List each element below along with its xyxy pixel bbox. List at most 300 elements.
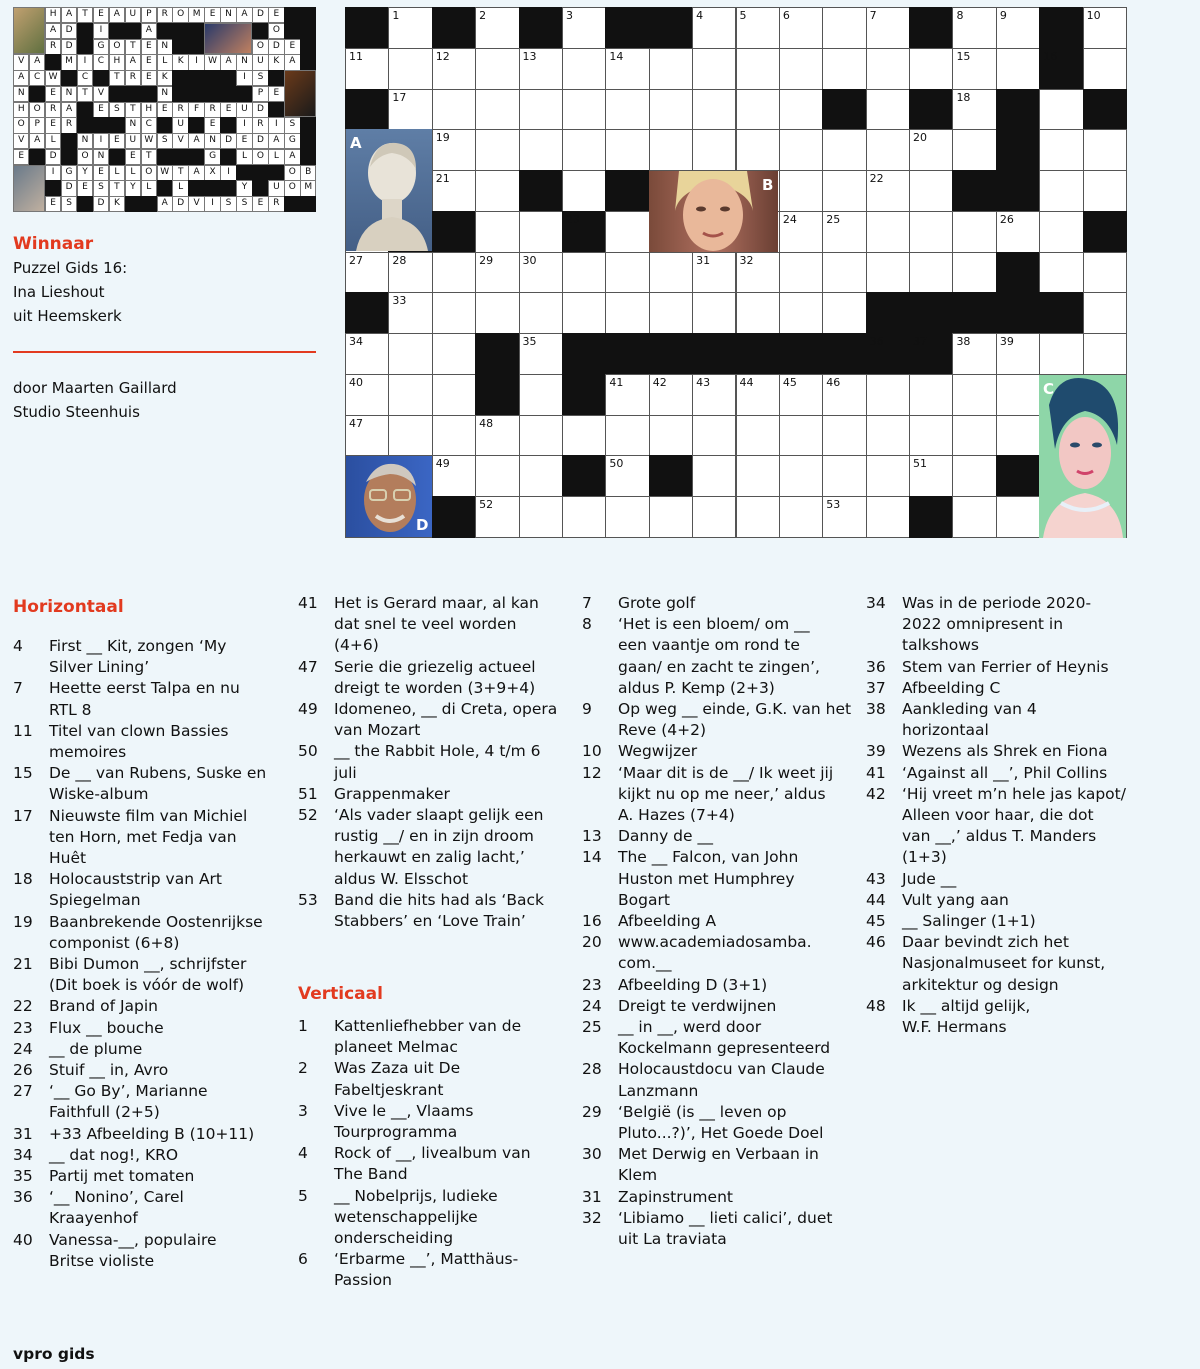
cell-number: 20 — [913, 131, 928, 145]
cell-number: 47 — [349, 416, 363, 430]
grid-cell[interactable] — [388, 89, 432, 131]
grid-cell[interactable] — [952, 89, 996, 131]
grid-cell[interactable] — [866, 89, 910, 131]
solution-cell: N — [93, 149, 109, 165]
solution-cell — [268, 102, 284, 118]
solution-cell — [204, 180, 220, 196]
grid-cell[interactable] — [605, 374, 649, 416]
grid-cell[interactable] — [519, 496, 563, 538]
grid-cell[interactable] — [649, 374, 693, 416]
pop-art-portrait-icon — [1039, 375, 1126, 538]
grid-cell[interactable] — [822, 7, 866, 49]
solution-cell: A — [284, 54, 300, 70]
clue-line: Danny de __ — [618, 827, 713, 846]
grid-cell[interactable] — [345, 48, 389, 90]
clue-text — [902, 657, 1109, 678]
grid-cell[interactable] — [779, 496, 823, 538]
grid-cell[interactable] — [736, 7, 780, 49]
grid-cell[interactable] — [388, 292, 432, 334]
grid-cell[interactable] — [562, 7, 606, 49]
solution-cell — [157, 117, 173, 133]
grid-cell[interactable] — [996, 374, 1040, 416]
clue-line: Heette eerst Talpa en nu — [49, 679, 240, 698]
grid-cell[interactable] — [736, 48, 780, 90]
grid-cell[interactable] — [779, 211, 823, 253]
clue-number: 7 — [582, 594, 592, 612]
clue-line: __ in __, werd door — [618, 1018, 762, 1036]
grid-cell[interactable] — [1083, 333, 1127, 375]
clue-line: talkshows — [902, 636, 979, 655]
grid-cell[interactable] — [952, 455, 996, 497]
solution-cell — [109, 23, 125, 39]
grid-cell[interactable] — [432, 455, 476, 497]
grid-cell[interactable] — [1083, 170, 1127, 212]
solution-cell: U — [125, 7, 141, 23]
cell-number: 13 — [522, 49, 537, 63]
block-cell — [692, 333, 736, 375]
clue-line: Partij met tomaten — [49, 1167, 195, 1185]
grid-cell[interactable] — [388, 252, 432, 294]
solution-cell: E — [77, 180, 93, 196]
grid-cell[interactable] — [822, 170, 866, 212]
grid-cell[interactable] — [909, 211, 953, 253]
grid-cell[interactable] — [952, 496, 996, 538]
grid-cell[interactable] — [1039, 129, 1083, 171]
solution-cell: S — [284, 117, 300, 133]
grid-cell[interactable] — [519, 374, 563, 416]
grid-cell[interactable] — [996, 496, 1040, 538]
block-cell — [605, 170, 649, 212]
solution-cell: D — [61, 23, 77, 39]
grid-cell[interactable] — [736, 292, 780, 334]
clue-text — [49, 1145, 178, 1166]
solution-cell — [125, 86, 141, 102]
grid-cell[interactable] — [692, 48, 736, 90]
solution-photo-b — [204, 23, 252, 55]
solution-cell — [236, 86, 252, 102]
grid-cell[interactable] — [649, 89, 693, 131]
grid-cell[interactable] — [952, 211, 996, 253]
grid-cell[interactable] — [866, 415, 910, 457]
grid-cell[interactable] — [1039, 333, 1083, 375]
grid-cell[interactable] — [909, 415, 953, 457]
clue-number: 43 — [866, 869, 886, 888]
clue-line: Grote golf — [618, 594, 696, 612]
block-cell — [562, 374, 606, 416]
grid-cell[interactable] — [822, 211, 866, 253]
grid-cell[interactable] — [822, 455, 866, 497]
clue-line: wetenschappelijke — [334, 1207, 478, 1226]
grid-cell[interactable] — [736, 496, 780, 538]
grid-cell[interactable] — [692, 252, 736, 294]
solution-cell — [300, 117, 316, 133]
clue-text — [618, 932, 812, 974]
grid-cell[interactable] — [909, 129, 953, 171]
block-cell — [519, 7, 563, 49]
grid-cell[interactable] — [996, 415, 1040, 457]
grid-cell[interactable] — [432, 252, 476, 294]
grid-cell[interactable] — [519, 333, 563, 375]
grid-cell[interactable] — [909, 374, 953, 416]
grid-cell[interactable] — [779, 48, 823, 90]
solution-cell: R — [252, 117, 268, 133]
clue-line: __ de plume — [49, 1039, 143, 1058]
grid-cell[interactable] — [562, 89, 606, 131]
clue-text — [334, 1249, 518, 1291]
clue-number: 39 — [866, 742, 886, 761]
block-cell — [649, 455, 693, 497]
grid-cell[interactable] — [388, 7, 432, 49]
grid-cell[interactable] — [822, 415, 866, 457]
grid-cell[interactable] — [605, 455, 649, 497]
clue-text — [334, 657, 536, 699]
cell-number: 51 — [913, 457, 928, 471]
cell-number: 15 — [956, 49, 971, 63]
block-cell — [519, 170, 563, 212]
grid-cell[interactable] — [736, 374, 780, 416]
grid-cell[interactable] — [736, 129, 780, 171]
block-cell — [996, 292, 1040, 334]
solution-cell — [29, 86, 45, 102]
solution-cell: V — [188, 196, 204, 212]
grid-cell[interactable] — [519, 211, 563, 253]
grid-cell[interactable] — [432, 89, 476, 131]
grid-cell[interactable] — [475, 292, 519, 334]
grid-cell[interactable] — [605, 415, 649, 457]
grid-cell[interactable] — [432, 374, 476, 416]
clue-text — [618, 826, 713, 847]
grid-cell[interactable] — [519, 455, 563, 497]
cell-number: 34 — [349, 335, 363, 349]
grid-cell[interactable] — [692, 129, 736, 171]
grid-cell[interactable] — [562, 170, 606, 212]
grid-cell[interactable] — [692, 415, 736, 457]
grid-cell[interactable] — [562, 415, 606, 457]
solution-cell: E — [93, 7, 109, 23]
grid-cell[interactable] — [952, 333, 996, 375]
clue-text — [49, 763, 266, 805]
solution-cell: A — [61, 7, 77, 23]
grid-cell[interactable] — [909, 455, 953, 497]
grid-cell[interactable] — [649, 48, 693, 90]
cell-number: 24 — [782, 212, 797, 226]
grid-cell[interactable] — [736, 89, 780, 131]
grid-cell[interactable] — [475, 211, 519, 253]
grid-cell[interactable] — [432, 292, 476, 334]
grid-cell[interactable] — [432, 170, 476, 212]
grid-cell[interactable] — [519, 252, 563, 294]
grid-cell[interactable] — [649, 292, 693, 334]
grid-cell[interactable] — [562, 496, 606, 538]
solution-cell: W — [45, 70, 61, 86]
solution-cell: T — [125, 102, 141, 118]
clue-number: 35 — [13, 1167, 33, 1185]
grid-cell[interactable] — [692, 374, 736, 416]
grid-cell[interactable] — [605, 129, 649, 171]
solution-cell — [45, 180, 61, 196]
grid-cell[interactable] — [866, 374, 910, 416]
grid-cell[interactable] — [475, 455, 519, 497]
grid-cell[interactable] — [562, 129, 606, 171]
solution-cell: L — [109, 165, 125, 181]
solution-cell: O — [172, 7, 188, 23]
grid-cell[interactable] — [345, 333, 389, 375]
grid-cell[interactable] — [562, 292, 606, 334]
grid-cell[interactable] — [692, 496, 736, 538]
grid-cell[interactable] — [605, 89, 649, 131]
grid-cell[interactable] — [605, 252, 649, 294]
solution-cell — [300, 196, 316, 212]
grid-cell[interactable] — [822, 252, 866, 294]
grid-cell[interactable] — [432, 333, 476, 375]
grid-cell[interactable] — [779, 89, 823, 131]
clue-text — [618, 1187, 733, 1208]
solution-photo-a — [13, 7, 45, 54]
grid-cell[interactable] — [562, 48, 606, 90]
grid-cell[interactable] — [822, 48, 866, 90]
grid-cell[interactable] — [909, 170, 953, 212]
block-cell — [432, 7, 476, 49]
clue-number: 52 — [298, 806, 318, 824]
grid-cell[interactable] — [866, 252, 910, 294]
clue-line: (Dit boek is vóór de wolf) — [49, 976, 245, 995]
block-cell — [952, 170, 996, 212]
photo-d-label: D — [416, 516, 429, 534]
grid-cell[interactable] — [1039, 252, 1083, 294]
clue-line: Vive le __, Vlaams — [334, 1101, 474, 1120]
solution-cell — [141, 196, 157, 212]
grid-cell[interactable] — [779, 7, 823, 49]
grid-cell[interactable] — [822, 292, 866, 334]
grid-cell[interactable] — [475, 170, 519, 212]
solution-cell: V — [13, 133, 29, 149]
clue-line: juli — [334, 763, 357, 782]
solution-photo-c — [284, 70, 316, 117]
clue-line: van __,’ aldus T. Manders — [902, 827, 1097, 846]
grid-cell[interactable] — [866, 7, 910, 49]
cell-number: 11 — [349, 49, 363, 63]
clue-text — [49, 806, 247, 870]
grid-cell[interactable] — [779, 455, 823, 497]
solution-cell: E — [252, 196, 268, 212]
grid-cell[interactable] — [388, 333, 432, 375]
solution-cell: K — [172, 54, 188, 70]
solution-cell: N — [61, 86, 77, 102]
solution-cell: O — [284, 180, 300, 196]
solution-cell — [220, 86, 236, 102]
grid-cell[interactable] — [736, 415, 780, 457]
grid-cell[interactable] — [475, 415, 519, 457]
block-cell — [996, 252, 1040, 294]
grid-cell[interactable] — [692, 7, 736, 49]
grid-cell[interactable] — [388, 374, 432, 416]
clue-line: Bibi Dumon __, schrijfster — [49, 955, 247, 973]
clue-line: RTL 8 — [49, 700, 92, 719]
grid-cell[interactable] — [952, 252, 996, 294]
grid-cell[interactable] — [388, 48, 432, 90]
grid-cell[interactable] — [736, 455, 780, 497]
clue-text — [618, 1144, 819, 1186]
solution-cell — [157, 23, 173, 39]
grid-cell[interactable] — [692, 89, 736, 131]
block-cell — [1083, 211, 1127, 253]
grid-cell[interactable] — [822, 374, 866, 416]
cell-number: 22 — [869, 172, 884, 186]
cell-number: 5 — [739, 9, 747, 22]
clue-text — [902, 678, 1000, 699]
solution-cell: E — [93, 165, 109, 181]
photo-a-bust — [346, 129, 432, 251]
grid-cell[interactable] — [1083, 48, 1127, 90]
grid-cell[interactable] — [909, 252, 953, 294]
grid-cell[interactable] — [866, 170, 910, 212]
solution-cell — [252, 180, 268, 196]
solution-cell: O — [13, 117, 29, 133]
grid-cell[interactable] — [562, 252, 606, 294]
grid-cell[interactable] — [779, 374, 823, 416]
clue-line: Nasjonalmuseet for kunst, — [902, 954, 1106, 973]
solution-cell: C — [141, 117, 157, 133]
clue-line: The __ Falcon, van John — [618, 848, 799, 867]
solution-cell — [77, 102, 93, 118]
solution-cell: U — [172, 117, 188, 133]
grid-cell[interactable] — [1039, 170, 1083, 212]
grid-cell[interactable] — [779, 170, 823, 212]
grid-cell[interactable] — [866, 48, 910, 90]
grid-cell[interactable] — [649, 415, 693, 457]
grid-cell[interactable] — [822, 496, 866, 538]
clue-number: 14 — [582, 848, 602, 867]
grid-cell[interactable] — [996, 48, 1040, 90]
clue-text — [618, 847, 798, 911]
grid-cell[interactable] — [345, 374, 389, 416]
solution-cell — [141, 86, 157, 102]
grid-cell[interactable] — [1083, 7, 1127, 49]
grid-cell[interactable] — [909, 48, 953, 90]
block-cell — [562, 455, 606, 497]
grid-cell[interactable] — [605, 48, 649, 90]
block-cell — [345, 292, 389, 334]
block-cell — [866, 292, 910, 334]
solution-cell — [188, 39, 204, 55]
solution-cell: N — [77, 133, 93, 149]
solution-cell: R — [172, 102, 188, 118]
grid-cell[interactable] — [475, 7, 519, 49]
grid-cell[interactable] — [692, 455, 736, 497]
grid-cell[interactable] — [779, 252, 823, 294]
grid-cell[interactable] — [952, 7, 996, 49]
solution-cell: A — [220, 54, 236, 70]
solution-cell — [29, 149, 45, 165]
solution-cell: Y — [77, 165, 93, 181]
grid-cell[interactable] — [996, 211, 1040, 253]
clue-line: Kraayenhof — [49, 1209, 138, 1228]
grid-cell[interactable] — [432, 129, 476, 171]
solution-cell: I — [236, 117, 252, 133]
grid-cell[interactable] — [866, 211, 910, 253]
grid-cell[interactable] — [605, 211, 649, 253]
grid-cell[interactable] — [475, 89, 519, 131]
solution-cell — [172, 86, 188, 102]
grid-cell[interactable] — [1083, 252, 1127, 294]
grid-cell[interactable] — [519, 48, 563, 90]
grid-cell[interactable] — [952, 48, 996, 90]
grid-cell[interactable] — [996, 7, 1040, 49]
grid-cell[interactable] — [1083, 129, 1127, 171]
grid-cell[interactable] — [779, 129, 823, 171]
solution-cell — [284, 7, 300, 23]
grid-cell[interactable] — [432, 415, 476, 457]
grid-cell[interactable] — [475, 496, 519, 538]
grid-cell[interactable] — [345, 252, 389, 294]
clue-line: Britse violiste — [49, 1251, 155, 1270]
clue-text — [618, 1102, 823, 1144]
clue-line: Baanbrekende Oostenrijkse — [49, 912, 263, 931]
solution-cell — [188, 180, 204, 196]
grid-cell[interactable] — [649, 252, 693, 294]
grid-cell[interactable] — [866, 455, 910, 497]
grid-cell[interactable] — [649, 496, 693, 538]
solution-cell — [77, 196, 93, 212]
solution-cell: A — [284, 149, 300, 165]
cell-number: 39 — [999, 335, 1014, 349]
grid-cell[interactable] — [866, 129, 910, 171]
grid-cell[interactable] — [605, 292, 649, 334]
grid-cell[interactable] — [1039, 211, 1083, 253]
grid-cell[interactable] — [952, 415, 996, 457]
clue-line: +33 Afbeelding B (10+11) — [49, 1124, 255, 1143]
solution-cell: I — [93, 23, 109, 39]
grid-cell[interactable] — [475, 129, 519, 171]
solution-cell: C — [93, 54, 109, 70]
grid-cell[interactable] — [649, 129, 693, 171]
grid-cell[interactable] — [519, 129, 563, 171]
grid-cell[interactable] — [519, 89, 563, 131]
grid-cell[interactable] — [475, 252, 519, 294]
clue-line: __ the Rabbit Hole, 4 t/m 6 — [334, 742, 541, 761]
solution-cell — [268, 70, 284, 86]
grid-cell[interactable] — [736, 252, 780, 294]
clue-line: Kattenliefhebber van de — [334, 1017, 522, 1035]
grid-cell[interactable] — [866, 496, 910, 538]
grid-cell[interactable] — [692, 292, 736, 334]
grid-cell[interactable] — [996, 333, 1040, 375]
grid-cell[interactable] — [779, 292, 823, 334]
grid-cell[interactable] — [519, 415, 563, 457]
grid-cell[interactable] — [519, 292, 563, 334]
grid-cell[interactable] — [822, 129, 866, 171]
solution-cell: L — [45, 133, 61, 149]
grid-cell[interactable] — [1039, 89, 1083, 131]
grid-cell[interactable] — [952, 129, 996, 171]
solution-cell: F — [188, 102, 204, 118]
clue-line: arkitektur og design — [902, 975, 1059, 994]
grid-cell[interactable] — [779, 415, 823, 457]
clue-number: 23 — [13, 1018, 33, 1037]
grid-cell[interactable] — [952, 374, 996, 416]
solution-cell: A — [61, 102, 77, 118]
clue-number: 17 — [13, 806, 33, 825]
grid-cell[interactable] — [345, 415, 389, 457]
clue-line: Was in de periode 2020- — [902, 594, 1092, 612]
grid-cell[interactable] — [605, 496, 649, 538]
grid-cell[interactable] — [388, 415, 432, 457]
grid-cell[interactable] — [475, 48, 519, 90]
clue-line: De __ van Rubens, Suske en — [49, 764, 267, 783]
grid-cell[interactable] — [1083, 292, 1127, 334]
grid-cell[interactable] — [432, 48, 476, 90]
clue-line: Vult yang aan — [902, 890, 1009, 909]
